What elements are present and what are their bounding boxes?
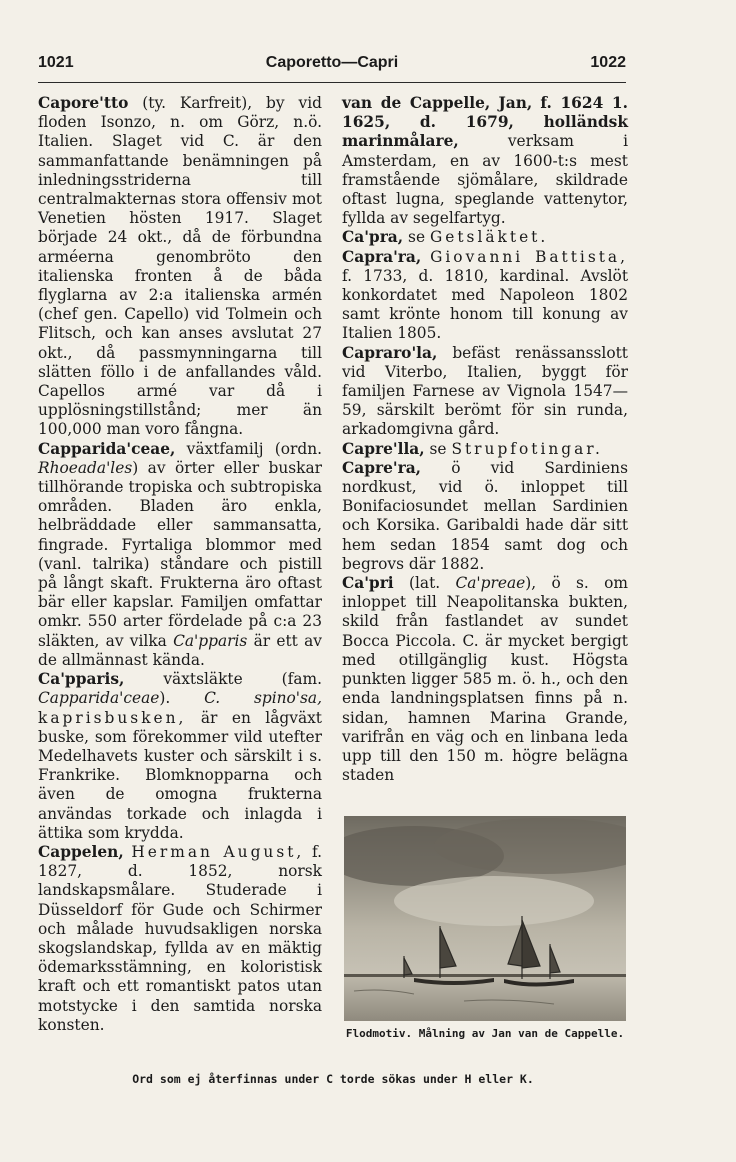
entry-text: f. 1733, d. 1810, kardinal. Avslöt konkordatet med Napoleon 1802 samt krönte honom till konung av Italien 1805. xyxy=(342,266,628,343)
cross-reference: Getsläktet. xyxy=(429,228,549,247)
headword: Capra'ra, xyxy=(342,247,422,266)
headword: Cappelen, xyxy=(38,842,124,861)
page-header xyxy=(38,54,626,83)
entry-capri xyxy=(342,574,628,785)
entry-text: ö vid Sardiniens nordkust, vid ö. inloppet till Bonifaciosundet mellan Sardinien och Korsika. Garibaldi hade där sitt hem sedan 1854 samt dog och begrovs där 1882. xyxy=(342,458,628,573)
entry-capra xyxy=(342,228,628,247)
entry-text: verksam i Amsterdam, en av 1600-t:s mest framstående sjömålare, skildrade oftast lugna, speglande vattenytor, fyllda av segelfartyg. xyxy=(342,132,628,228)
entry-capparis xyxy=(38,670,322,843)
right-column xyxy=(342,94,628,785)
headword: van de Cappelle, xyxy=(342,94,491,112)
entry-capraro xyxy=(342,344,628,440)
page-number-left: 1021 xyxy=(38,54,74,71)
entry-text: se xyxy=(429,439,447,458)
entry-text: befäst renässansslott vid Viterbo, Italien, byggt för familjen Farnese av Vignola 1547—59, särskilt berömt för sin runda, arkadomgivna gård. xyxy=(342,343,628,439)
entry-caprella xyxy=(342,440,628,459)
entry-italic: Ca'pparis xyxy=(173,631,248,650)
entry-text: f. 1827, d. 1852, norsk landskapsmålare. Studerade i Düsseldorf för Gude och Schirmer och målade huvudsakligen norska skogslandskap, fyllda av en mäktig ödemarksstämning, en koloristisk kraft och ett romantiskt patos utan motstycke i den samtida norska konsten. xyxy=(38,842,322,1034)
entry-caprara xyxy=(342,248,628,344)
entry-text-bold: f. 1624 1. 1625, d. 1679, holländsk marinmålare, xyxy=(342,94,628,151)
headword: Capore'tto xyxy=(38,94,129,112)
spaced-name: Jan, xyxy=(498,94,533,112)
page-number-right: 1022 xyxy=(590,54,626,71)
entry-text: växtfamilj (ordn. xyxy=(186,439,322,458)
entry-caporetto xyxy=(38,94,322,440)
headword: Ca'pparis, xyxy=(38,670,125,689)
entry-italic: Capparida'ceae xyxy=(38,689,160,708)
headword: Ca'pri xyxy=(342,574,394,593)
entry-italic: Rhoeada'les xyxy=(38,458,133,477)
entry-cappelen xyxy=(38,843,322,1035)
entry-text: (lat. xyxy=(408,574,441,593)
headword: Capre'ra, xyxy=(342,458,422,477)
headword: Capraro'la, xyxy=(342,343,438,362)
entry-text: se xyxy=(408,228,426,247)
headword: Capparida'ceae, xyxy=(38,439,176,458)
left-column xyxy=(38,94,322,1035)
entry-text: ). xyxy=(159,689,171,708)
spaced-term: kaprisbusken, xyxy=(38,708,187,727)
running-title: Caporetto—Capri xyxy=(265,54,399,71)
entry-van-de-cappelle xyxy=(342,94,628,228)
entry-text: ), ö s. om inloppet till Neapolitanska bukten, skild från fastlandet av sundet Bocca Piccola. C. är mycket bergigt med otillgänglig kust. Högsta punkten ligger 585 m. ö. h., och den enda landningsplatsen finns på n. sidan, hamnen Marina Grande, varifrån en väg och en linbana leda upp till den 150 m. högre belägna staden xyxy=(342,574,628,785)
spaced-name: Giovanni Battista, xyxy=(430,247,628,266)
painting-image xyxy=(344,816,626,1021)
painting-illustration xyxy=(344,816,626,1021)
entry-caprera xyxy=(342,459,628,574)
entry-text: (ty. Karfreit), by vid floden Isonzo, n. om Görz, n.ö. Italien. Slaget vid C. är den sammanfattande benämningen på inledningsstriderna till centralmakternas stora offensiv mot Venetien hösten 1917. Slaget började 24 okt., då de förbundna arméerna genombröto den italienska fronten å de båda flyglarna av 2:a italienska armén (chef gen. Capello) vid Tolmein och Flitsch, och kan anses avslutat 27 okt., då passmynningarna till slätten föllo i de anfallandes våld. Capellos armé var då i upplösningstillstånd; mer än 100,000 man voro fångna. xyxy=(38,94,322,439)
cross-reference: Strupfotingar. xyxy=(451,439,603,458)
entry-text: växtsläkte (fam. xyxy=(163,670,322,689)
headword: Ca'pra, xyxy=(342,228,404,247)
entry-text: ) av örter eller buskar tillhörande tropiska och subtropiska områden. Bladen äro enkla, helbräddade eller sammansatta, fingrade. Fyrtaliga blommor med (vanl. talrika) ståndare och pistill på långt skaft. Frukterna äro oftast bär eller kapslar. Familjen omfattar omkr. 550 arter fördelade på c:a 23 släkten, av vilka xyxy=(38,458,322,650)
entry-text: är en lågväxt buske, som förekommer vild utefter Medelhavets kuster och särskilt i s. Frankrike. Blomknopparna och även de omogna frukterna användas torkade och inlagda i ättika som krydda. xyxy=(38,708,322,842)
headword: Capre'lla, xyxy=(342,439,425,458)
entry-capparidaceae xyxy=(38,440,322,670)
spaced-name: Herman August, xyxy=(131,842,305,861)
figure-caption: Flodmotiv. Målning av Jan van de Cappelle. xyxy=(345,1027,625,1040)
entry-italic: Ca'preae xyxy=(455,574,526,593)
page-footnote: Ord som ej återfinnas under C torde sökas under H eller K. xyxy=(132,1072,534,1086)
entry-italic: C. spino'sa, xyxy=(204,689,322,708)
entry-text: är ett av de allmännast kända. xyxy=(38,631,322,669)
